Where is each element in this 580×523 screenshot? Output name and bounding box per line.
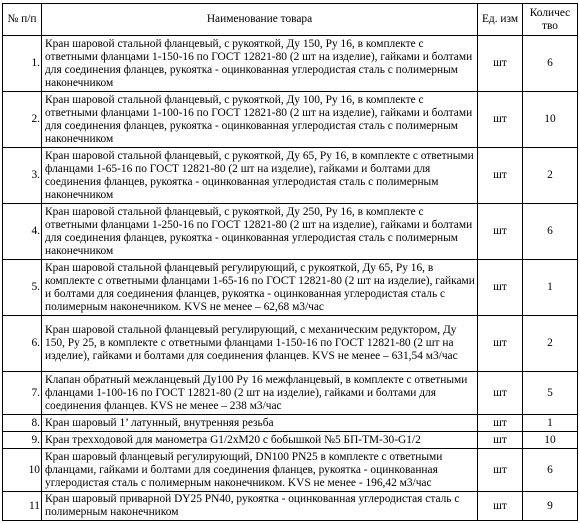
row-name: Кран шаровый фланцевый регулирующий, DN100 PN25 в комплекте с ответными фланцами, гайками и болтами для соединения фланцев, рукоятка - оцинкованная углеродистая сталь с полимерным наконечником. KVS не менее - 196,42 м3/час — [42, 449, 478, 492]
table-row — [3, 36, 578, 92]
row-number: 4. — [3, 204, 42, 260]
row-number: 1. — [3, 36, 42, 92]
row-name: Кран шаровой стальной фланцевый регулирующий, с рукояткой, Ду 65, Ру 16, в комплекте с ответными фланцами 1-65-16 по ГОСТ 12821-80 (2 шт на изделие), гайками и болтами для соединения фланцев, рукоятка - оцинкованная углеродистая сталь с полимерным наконечником. KVS не менее – 62,68 м3/час — [42, 260, 478, 316]
row-number: 7. — [3, 372, 42, 415]
row-quantity: 2 — [523, 316, 578, 372]
row-quantity: 10 — [523, 432, 578, 449]
row-unit: шт — [478, 148, 523, 204]
header-num: № п/п — [3, 4, 42, 36]
row-name: Кран шаровой стальной фланцевый, с рукояткой, Ду 150, Ру 16, в комплекте с ответными фланцами 1-150-16 по ГОСТ 12821-80 (2 шт на изделие), гайками и болтами для соединения фланцев, рукоятка - оцинкованная углеродистая сталь с полимерным наконечником — [42, 36, 478, 92]
row-unit: шт — [478, 492, 523, 521]
row-quantity: 6 — [523, 204, 578, 260]
row-unit: шт — [478, 449, 523, 492]
table-row — [3, 148, 578, 204]
row-quantity: 10 — [523, 92, 578, 148]
row-name: Кран шаровой стальной фланцевый, с рукояткой, Ду 100, Ру 16, в комплекте с ответными фланцами 1-100-16 по ГОСТ 12821-80 (2 шт на изделие), гайками и болтами для соединения фланцев, рукоятка - оцинкованная углеродистая сталь с полимерным наконечником — [42, 92, 478, 148]
row-number: 9. — [3, 432, 42, 449]
row-number: 3. — [3, 148, 42, 204]
row-name: Клапан обратный межланцевый Ду100 Ру 16 межфланцевый, в комплекте с ответными фланцами 1-100-16 по ГОСТ 12821-80 (2 шт на изделие), гайками и болтами для соединения фланцев. KVS не менее – 238 м3/час — [42, 372, 478, 415]
row-quantity: 9 — [523, 492, 578, 521]
row-name: Кран шаровой стальной фланцевый регулирующий, с механическим редуктором, Ду 150, Ру 25, в комплекте с ответными фланцами 1-150-16 по ГОСТ 12821-80 (2 шт на изделие), гайками и болтами для соединения фланцев. KVS не менее – 631,54 м3/час — [42, 316, 478, 372]
row-unit: шт — [478, 432, 523, 449]
row-name: Кран шаровой стальной фланцевый, с рукояткой, Ду 250, Ру 16, в комплекте с ответными фланцами 1-250-16 по ГОСТ 12821-80 (2 шт на изделие), гайками и болтами для соединения фланцев, рукоятка - оцинкованная углеродистая сталь с полимерным наконечником — [42, 204, 478, 260]
table-row — [3, 449, 578, 492]
row-number: 10 — [3, 449, 42, 492]
table-row — [3, 260, 578, 316]
goods-table — [2, 3, 578, 521]
row-unit: шт — [478, 316, 523, 372]
row-quantity: 6 — [523, 449, 578, 492]
row-quantity: 1 — [523, 260, 578, 316]
row-quantity: 5 — [523, 372, 578, 415]
row-quantity: 1 — [523, 415, 578, 432]
row-quantity: 2 — [523, 148, 578, 204]
table-row — [3, 492, 578, 521]
row-number: 6. — [3, 316, 42, 372]
row-name: Кран шаровый 1’ латунный, внутренняя резьба — [42, 415, 478, 432]
row-quantity: 6 — [523, 36, 578, 92]
table-row — [3, 432, 578, 449]
row-number: 5. — [3, 260, 42, 316]
row-number: 11 — [3, 492, 42, 521]
row-name: Кран шаровой стальной фланцевый, с рукояткой, Ду 65, Ру 16, в комплекте с ответными фланцами 1-65-16 по ГОСТ 12821-80 (2 шт на изделие), гайками и болтами для соединения фланцев, рукоятка - оцинкованная углеродистая сталь с полимерным наконечником — [42, 148, 478, 204]
header-unit: Ед. изм — [478, 4, 523, 36]
table-row — [3, 415, 578, 432]
row-name: Кран шаровый приварной DY25 PN40, рукоятка - оцинкованная углеродистая сталь с полимерным наконечником — [42, 492, 478, 521]
table-row — [3, 372, 578, 415]
table-row — [3, 204, 578, 260]
table-row — [3, 92, 578, 148]
row-unit: шт — [478, 260, 523, 316]
row-name: Кран трехходовой для манометра G1/2хМ20 с бобышкой №5 БП-ТМ-30-G1/2 — [42, 432, 478, 449]
row-number: 8. — [3, 415, 42, 432]
header-name: Наименование товара — [42, 4, 478, 36]
header-qty: Количес тво — [523, 4, 578, 36]
row-unit: шт — [478, 36, 523, 92]
row-unit: шт — [478, 372, 523, 415]
table-row — [3, 316, 578, 372]
table-header-row — [3, 4, 578, 36]
row-number: 2. — [3, 92, 42, 148]
row-unit: шт — [478, 92, 523, 148]
row-unit: шт — [478, 204, 523, 260]
row-unit: шт — [478, 415, 523, 432]
